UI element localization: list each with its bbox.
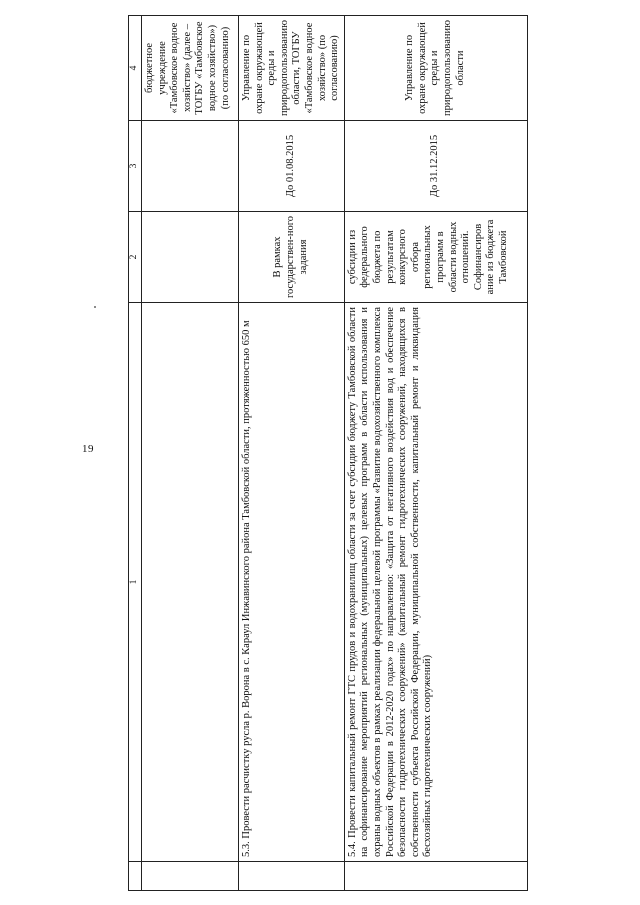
header-cell-4: 4 — [129, 16, 142, 121]
cell-funding: В рамках государствен-ного задания — [239, 212, 345, 303]
cell-measure: 5.3. Провести расчистку русла р. Ворона в с. Караул Инжавинского района Тамбовской области, протяженностью 650 м — [239, 303, 345, 862]
page-number: 19 — [82, 443, 94, 455]
cell-funding — [142, 212, 239, 303]
cell-deadline — [142, 121, 239, 212]
cell-measure: 5.4. Провести капитальный ремонт ГТС прудов и водохранилищ области за счет субсидии бюджету Тамбовской области на софинансирование мероприятий региональных (муниципальных) целевых программ в области использования и охраны водных объектов в рамках реализации федеральной целевой программы «Развитие водохозяйственного комплекса Российской Федерации в 2012-2020 годах» по направлению: «Защита от негативного воздействия вод и обеспечение безопасности гидротехнических сооружений» (капитальный ремонт гидротехнических сооружений, находящихся в собственности субъекта Российской Федерации, муниципальной собственности, капитальный ремонт и ликвидация бесхозяйных гидротехнических сооружений) — [344, 303, 527, 862]
measures-table — [128, 15, 528, 891]
header-cell-blank — [129, 862, 142, 891]
cell-measure — [142, 303, 239, 862]
table-row — [344, 16, 527, 891]
header-cell-2: 2 — [129, 212, 142, 303]
header-cell-1: 1 — [129, 303, 142, 862]
table-row — [142, 16, 239, 891]
row-margin-cell — [239, 862, 345, 891]
row-margin-cell — [142, 862, 239, 891]
table-header-row — [129, 16, 142, 891]
cell-responsible: Управление по охране окружающей среды и природопользованию области — [344, 16, 527, 121]
rotated-table-container — [128, 20, 542, 891]
row-margin-cell — [344, 862, 527, 891]
cell-responsible: бюджетное учреждение «Тамбовское водное хозяйство» (далее – ТОГБУ «Тамбовское водное хозяйство») (по согласованию) — [142, 16, 239, 121]
cell-deadline: До 01.08.2015 — [239, 121, 345, 212]
cell-responsible: Управление по охране окружающей среды и природопользованию области, ТОГБУ «Тамбовское водное хозяйство» (по согласованию) — [239, 16, 345, 121]
cell-deadline: До 31.12.2015 — [344, 121, 527, 212]
cell-funding: субсидии из федерального бюджета по результатам конкурсного отбора региональных программ в области водных отношений. Софинансиров ание из бюджета Тамбовской — [344, 212, 527, 303]
scan-speck — [94, 306, 96, 308]
header-cell-3: 3 — [129, 121, 142, 212]
table-row — [239, 16, 345, 891]
